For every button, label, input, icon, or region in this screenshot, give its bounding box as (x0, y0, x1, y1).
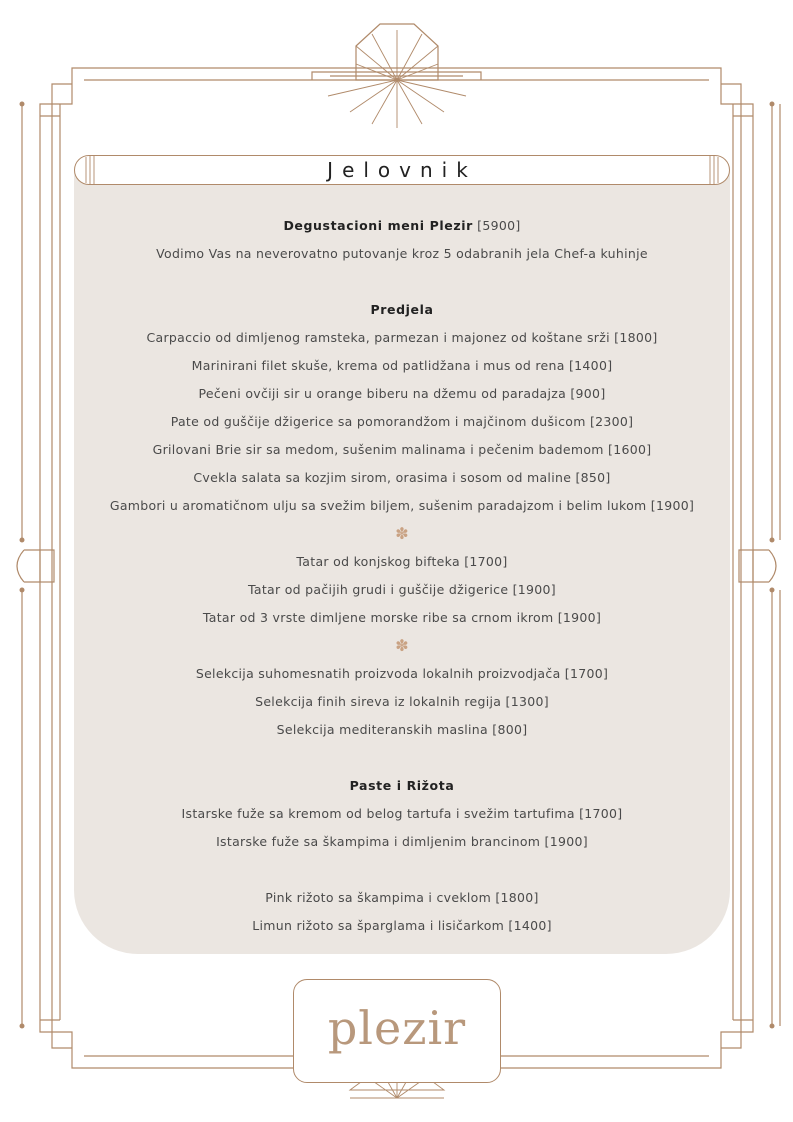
tasting-menu-line (74, 212, 730, 240)
menu-item: Marinirani filet skuše, krema od patlidžana i mus od rena [1400] (191, 358, 613, 373)
menu-item: Pečeni ovčiji sir u orange biberu na džemu od paradajza [900] (198, 386, 606, 401)
menu-item: Tatar od konjskog bifteka [1700] (296, 554, 508, 569)
section-heading-pasta: Paste i Rižota (349, 778, 455, 793)
menu-item: Pate od guščije džigerice sa pomorandžom i majčinom dušicom [2300] (170, 414, 634, 429)
menu-item: Selekcija mediteranskih maslina [800] (276, 722, 528, 737)
section-heading-starters: Predjela (370, 302, 434, 317)
menu-item: Selekcija suhomesnatih proizvoda lokalnih proizvodjača [1700] (195, 666, 609, 681)
menu-item: Limun rižoto sa šparglama i lisičarkom [1400] (252, 918, 552, 933)
menu-item: Tatar od 3 vrste dimljene morske ribe sa crnom ikrom [1900] (202, 610, 602, 625)
brand-logo: plezir (327, 1001, 467, 1055)
menu-title: Jelovnik (327, 158, 477, 182)
tasting-menu-price: [5900] (472, 218, 521, 233)
divider-ornament-icon: ✽ (395, 636, 409, 655)
menu-item: Cvekla salata sa kozjim sirom, orasima i sosom od maline [850] (193, 470, 611, 485)
menu-item: Carpaccio od dimljenog ramsteka, parmezan i majonez od koštane srži [1800] (146, 330, 658, 345)
divider-ornament-icon: ✽ (395, 524, 409, 543)
menu-item: Pink rižoto sa škampima i cveklom [1800] (265, 890, 539, 905)
menu-item: Gambori u aromatičnom ulju sa svežim biljem, sušenim paradajzom i belim lukom [1900] (109, 498, 695, 513)
tasting-menu-description: Vodimo Vas na neverovatno putovanje kroz 5 odabranih jela Chef-a kuhinje (156, 246, 648, 261)
menu-item: Istarske fuže sa kremom od belog tartufa i svežim tartufima [1700] (181, 806, 623, 821)
menu-item: Selekcija finih sireva iz lokalnih regija [1300] (255, 694, 549, 709)
menu-item: Istarske fuže sa škampima i dimljenim brancinom [1900] (216, 834, 588, 849)
tasting-menu-name: Degustacioni meni Plezir (283, 218, 473, 233)
menu-content (74, 212, 730, 940)
menu-item: Grilovani Brie sir sa medom, sušenim malinama i pečenim bademom [1600] (152, 442, 652, 457)
menu-item: Tatar od pačijih grudi i guščije džigerice [1900] (248, 582, 556, 597)
